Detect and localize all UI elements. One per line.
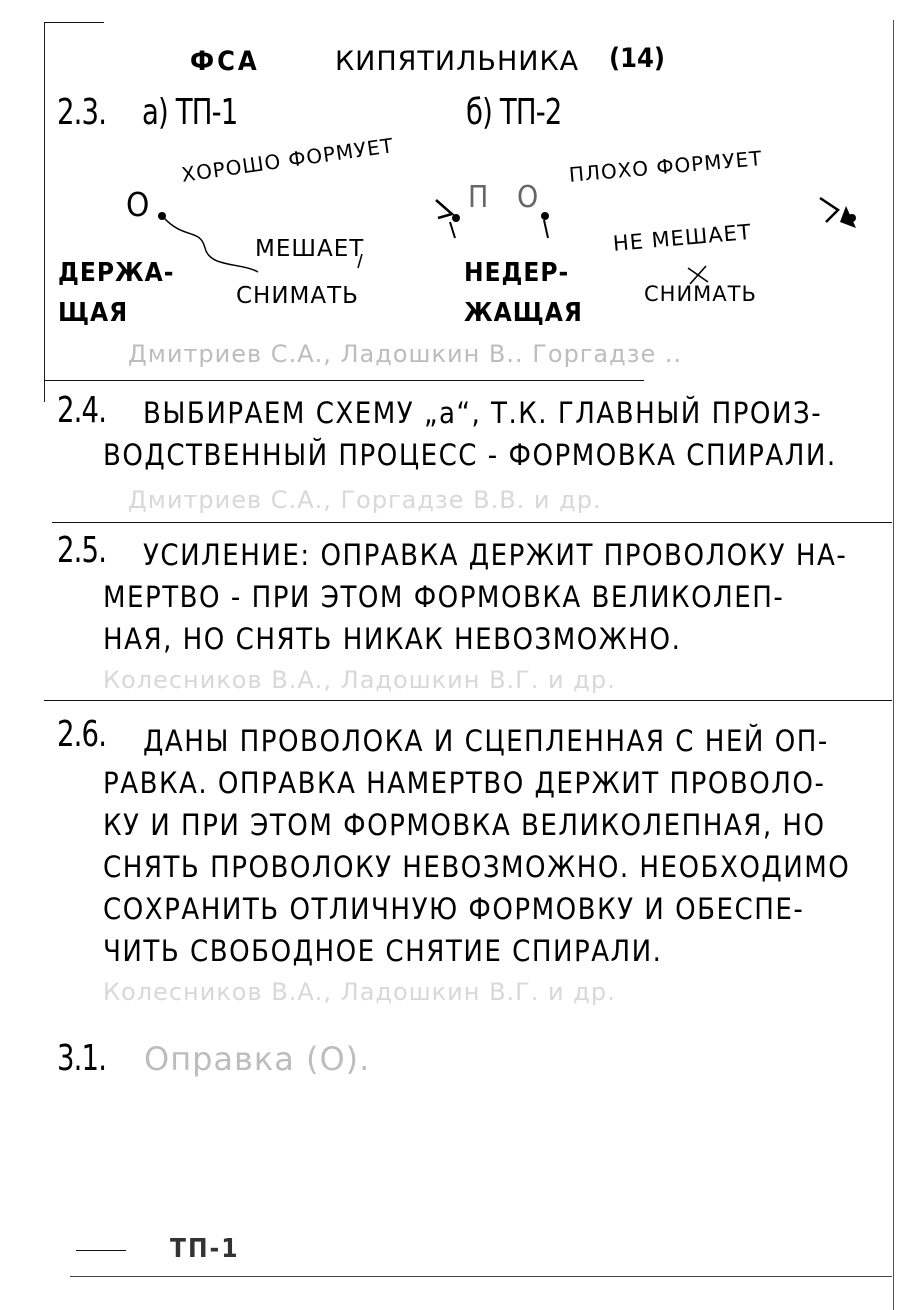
section-2-4-line-2: ВОДСТВЕННЫЙ ПРОЦЕСС - ФОРМОВКА СПИРАЛИ. [103,438,837,472]
good-forming-label: ХОРОШО ФОРМУЕТ [180,133,396,187]
interferes-label-1: МЕШАЕТ [255,236,365,262]
section-2-6-line-5: СОХРАНИТЬ ОТЛИЧНУЮ ФОРМОВКУ И ОБЕСПЕ- [103,892,805,926]
section-2-5-line-3: НАЯ, НО СНЯТЬ НИКАК НЕВОЗМОЖНО. [103,622,682,656]
holding-label-2: ЩАЯ [58,298,129,328]
section-2-4-number: 2.4. [57,390,107,431]
rule-after-2-3 [44,380,644,381]
right-o-label: О [517,180,539,215]
section-2-6-number: 2.6. [57,714,107,755]
section-2-6-line-4: СНЯТЬ ПРОВОЛОКУ НЕВОЗМОЖНО. НЕОБХОДИМО [103,850,851,884]
section-2-4-line-1: ВЫБИРАЕМ СХЕМУ „а“, Т.К. ГЛАВНЫЙ ПРОИЗ- [143,396,823,430]
section-2-3-authors: Дмитриев С.А., Ладошкин В.. Горгадзе .. [128,340,683,368]
header-abbr: ФСА [190,46,260,77]
variant-b-label: б) ТП-2 [466,92,562,133]
header-subject: КИПЯТИЛЬНИКА [335,46,580,77]
section-2-6-authors: Колесников В.А., Ладошкин В.Г. и др. [103,978,616,1006]
rule-after-2-4 [52,522,892,523]
variant-a-label: а) ТП-1 [142,92,238,133]
holding-label-1: ДЕРЖА- [58,258,175,288]
cross-out-mark [0,0,902,320]
p-label: П [468,180,489,215]
section-2-6-line-3: КУ И ПРИ ЭТОМ ФОРМОВКА ВЕЛИКОЛЕПНАЯ, НО [103,808,826,842]
footer-dash [76,1250,126,1251]
footer-stamp: ТП-1 [170,1234,240,1264]
bottom-border [70,1276,892,1277]
rule-after-2-5 [44,700,892,701]
section-3-1-number: 3.1. [57,1038,107,1079]
section-2-6-line-2: РАВКА. ОПРАВКА НАМЕРТВО ДЕРЖИТ ПРОВОЛО- [103,766,826,800]
section-2-6-line-1: ДАНЫ ПРОВОЛОКА И СЦЕПЛЕННАЯ С НЕЙ ОП- [143,724,829,758]
section-2-6-line-6: ЧИТЬ СВОБОДНОЕ СНЯТИЕ СПИРАЛИ. [103,934,663,968]
section-2-5-line-1: УСИЛЕНИЕ: ОПРАВКА ДЕРЖИТ ПРОВОЛОКУ НА- [143,538,848,572]
section-2-4-authors: Дмитриев С.А., Горгадзе В.В. и др. [128,486,602,514]
section-2-3-number: 2.3. [57,92,107,133]
section-2-5-line-2: МЕРТВО - ПРИ ЭТОМ ФОРМОВКА ВЕЛИКОЛЕП- [103,580,785,614]
section-2-5-number: 2.5. [57,530,107,571]
section-2-5-authors: Колесников В.А., Ладошкин В.Г. и др. [103,666,616,694]
nonholding-label-2: ЖАЩАЯ [464,298,583,328]
not-interferes-label-1: НЕ МЕШАЕТ [612,219,753,256]
not-interferes-label-2: СНИМАТЬ [644,282,757,306]
header-number: (14) [609,43,666,74]
left-o-label: О [126,185,150,224]
interferes-label-2: СНИМАТЬ [236,283,359,309]
bad-forming-label: ПЛОХО ФОРМУЕТ [568,146,764,187]
nonholding-label-1: НЕДЕР- [464,258,570,288]
section-3-1-text: Оправка (О). [144,1040,371,1078]
